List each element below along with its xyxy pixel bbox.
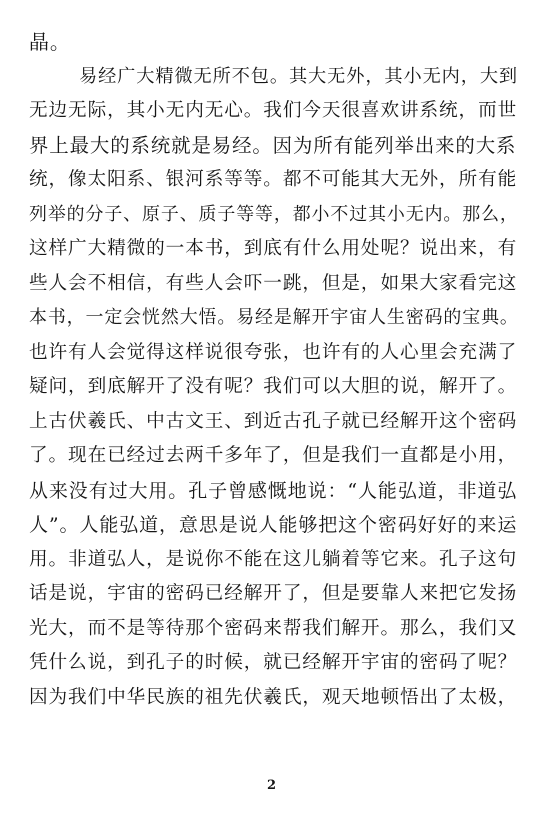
text-line: 这样广大精微的一本书，到底有什么用处呢？说出来，有 [29, 238, 518, 259]
text-line: 易经广大精微无所不包。其大无外，其小无内，大到 [79, 65, 519, 87]
text-line: 因为我们中华民族的祖先伏羲氏，观天地顿悟出了太极， [29, 686, 518, 708]
text-line: 光大，而不是等待那个密码来帮我们解开。那么，我们又 [29, 617, 518, 639]
text-line: 统，像太阳系、银河系等等。都不可能其大无外，所有能 [29, 169, 518, 190]
text-line: 列举的分子、原子、质子等等，都小不过其小无内。那么， [29, 203, 519, 225]
text-line: 人”。人能弘道，意思是说人能够把这个密码好好的来运 [29, 514, 518, 536]
text-line: 本书，一定会恍然大悟。易经是解开宇宙人生密码的宝典。 [29, 307, 519, 328]
text-line: 界上最大的系统就是易经。因为所有能列举出来的大系 [29, 133, 517, 157]
text-line: 也许有人会觉得这样说很夸张，也许有的人心里会充满了 [29, 341, 518, 363]
text-line: 疑问，到底解开了没有呢？我们可以大胆的说，解开了。 [29, 376, 518, 397]
text-line: 凭什么说，到孔子的时候，就已经解开宇宙的密码了呢？ [29, 652, 518, 673]
text-line: 用。非道弘人，是说你不能在这儿躺着等它来。孔子这句 [29, 548, 518, 570]
page-number: 2 [266, 778, 277, 793]
text-line: 无边无际，其小无内无心。我们今天很喜欢讲系统，而世 [29, 100, 518, 121]
text-line: 话是说，宇宙的密码已经解开了，但是要靠人来把它发扬 [29, 583, 518, 604]
text-line: 从来没有过大用。孔子曾感慨地说：“人能弘道，非道弘 [29, 479, 518, 502]
text-line: 了。现在已经过去两千多年了，但是我们一直都是小用， [29, 445, 518, 466]
text-line: 晶。 [29, 30, 71, 54]
text-line: 上古伏羲氏、中古文王、到近古孔子就已经解开这个密码 [29, 410, 518, 432]
body-text [29, 25, 519, 715]
text-line: 些人会不相信，有些人会吓一跳，但是，如果大家看完这 [29, 272, 518, 294]
